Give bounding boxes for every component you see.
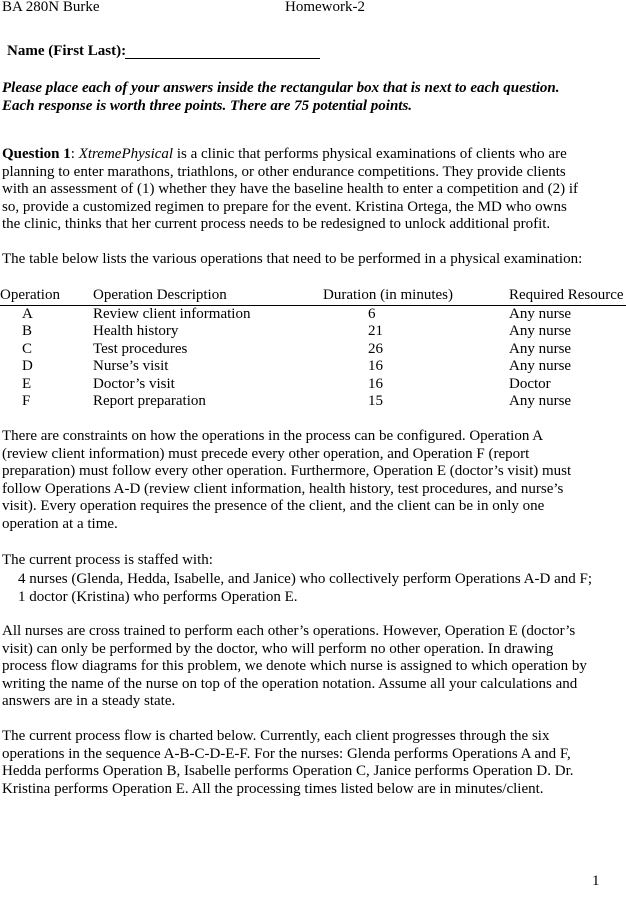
operation-description: Nurse’s visit [93,358,169,374]
paragraph-line: There are constraints on how the operations in the process can be configured. Operation A [2,428,544,444]
operation-resource: Doctor [509,375,551,392]
column-header-operation: Operation [0,287,93,305]
table-row [0,323,626,341]
paragraph-line: operation at a time. [2,515,118,532]
operation-duration: 6 [368,305,376,322]
operation-id: C [22,340,33,357]
operation-id: E [22,375,32,392]
operation-resource: Any nurse [509,323,572,339]
operation-description: Doctor’s visit [93,375,175,392]
paragraph-line: planning to enter marathons, triathlons, or other endurance competitions. They provide clients [2,163,566,180]
instruction-line: Please place each of your answers inside the rectangular box that is next to each question. [2,80,560,96]
operation-duration: 16 [368,358,383,374]
operation-duration: 21 [368,323,383,339]
paragraph-line: is a clinic that performs physical examinations of clients who are [173,146,567,162]
operation-description: Report preparation [93,393,206,409]
paragraph-line: The current process flow is charted below. Currently, each client progresses through the six [2,728,550,744]
paragraph-line: visit). Every operation requires the presence of the client, and the client can be in only one [2,498,545,515]
operation-duration: 15 [368,393,383,409]
staffing-item: 1 doctor (Kristina) who performs Operation E. [18,589,298,605]
instructions [2,80,560,115]
question-1-paragraph [2,146,578,234]
column-header-description: Operation Description [93,287,323,305]
page-number: 1 [592,873,600,889]
column-header-resource: Required Resource [509,287,626,305]
question-1-label: Question 1 [2,146,71,162]
question-1-colon: : [70,146,79,162]
operation-resource: Any nurse [509,358,572,374]
current-flow-paragraph [2,728,574,798]
operation-resource: Any nurse [509,393,572,409]
operations-table [0,287,626,411]
course-header: BA 280N Burke [2,0,100,15]
clinic-name: XtremePhysical [78,146,174,162]
table-row [0,376,626,394]
constraints-paragraph [2,428,571,534]
operation-id: B [22,323,33,339]
paragraph-line: process flow diagrams for this problem, we denote which nurse is assigned to which operation by [2,658,587,675]
homework-title: Homework-2 [285,0,365,15]
paragraph-line: Hedda performs Operation B, Isabelle performs Operation C, Janice performs Operation D. Dr. [2,763,574,780]
paragraph-line: (review client information) must precede every other operation, and Operation F (report [2,445,530,462]
paragraph-line: visit) can only be performed by the doctor, who will perform no other operation. In drawing [2,640,554,657]
paragraph-line: Kristina performs Operation E. All the processing times listed below are in minutes/client. [2,780,544,797]
table-row [0,358,626,376]
operation-id: A [22,305,33,322]
staffing-list [18,570,592,606]
operation-duration: 26 [368,340,383,357]
operation-id: F [22,393,31,409]
table-row [0,393,626,411]
paragraph-line: follow Operations A-D (review client information, health history, test procedures, and nurse’s [2,480,564,497]
paragraph-line: so, provide a customized regimen to prepare for the event. Kristina Ortega, the MD who owns [2,198,567,215]
operation-description: Review client information [93,305,251,322]
column-header-duration: Duration (in minutes) [323,287,509,305]
table-row [0,305,626,323]
paragraph-line: operations in the sequence A-B-C-D-E-F. For the nurses: Glenda performs Operations A and F, [2,745,571,762]
name-label: Name (First Last): [7,43,127,59]
paragraph-line: with an assessment of (1) whether they have the baseline health to enter a competition and (2) if [2,181,579,198]
staffing-item: 4 nurses (Glenda, Hedda, Isabelle, and Janice) who collectively perform Operations A-D and F; [18,571,592,587]
staffing-intro: The current process is staffed with: [2,552,213,568]
operation-description: Test procedures [93,340,188,357]
cross-training-paragraph [2,623,587,711]
paragraph-line: writing the name of the nurse on top of the operation notation. Assume all your calculations and [2,675,578,692]
table-header-row [0,287,626,305]
instruction-line: Each response is worth three points. There are 75 potential points. [2,97,413,114]
operation-duration: 16 [368,375,383,392]
table-row [0,341,626,359]
table-intro: The table below lists the various operations that need to be performed in a physical examination: [2,251,583,267]
paragraph-line: answers are in a steady state. [2,693,176,710]
operation-description: Health history [93,323,179,339]
operation-id: D [22,358,33,374]
operation-resource: Any nurse [509,340,572,357]
paragraph-line: the clinic, thinks that her current process needs to be redesigned to unlock additional profit. [2,216,551,233]
paragraph-line: preparation) must follow every other operation. Furthermore, Operation E (doctor’s visit) must [2,463,572,480]
operation-resource: Any nurse [509,305,572,322]
paragraph-line: All nurses are cross trained to perform each other’s operations. However, Operation E (doctor’s [2,623,576,639]
name-answer-line[interactable] [125,58,320,59]
